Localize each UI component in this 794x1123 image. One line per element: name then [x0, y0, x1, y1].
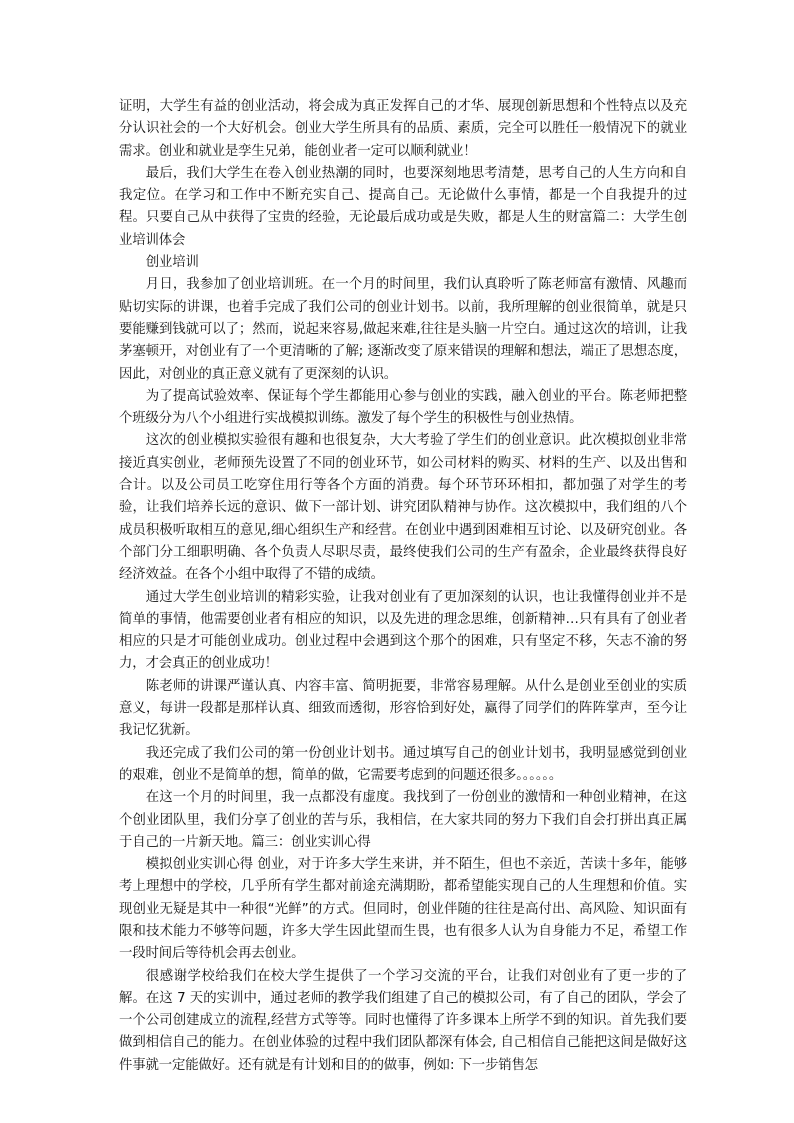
- paragraph-12: 很感谢学校给我们在校大学生提供了一个学习交流的平台，让我们对创业有了更一步的了解。在这 7 天的实训中，通过老师的教学我们组建了自己的模拟公司，有了自己的团队，学会了一个公司创建成立的流程,经营方式等等。同时也懂得了许多课本上所学不到的知识。首先我们要做到相信自己的能力。在创业体验的过程中我们团队都深有体会, 自己相信自己能把这间是做好这件事就一定能做好。还有就是有计划和目的的做事，例如: 下一步销售怎: [119, 968, 687, 1073]
- paragraph-6: 这次的创业模拟实验很有趣和也很复杂，大大考验了学生们的创业意识。此次模拟创业非常接近真实创业，老师预先设置了不同的创业环节，如公司材料的购买、材料的生产、以及出售和合计。以及公司员工吃穿住用行等各个方面的消费。每个环节环环相扣，都加强了对学生的考验，让我们培养长远的意识、做下一部计划、讲究团队精神与协作。这次模拟中，我们组的八个成员积极听取相互的意见,细心组织生产和经营。在创业中遇到困难相互讨论、以及研究创业。各个部门分工细职明确、各个负责人尽职尽责，最终使我们公司的生产有盈余，企业最终获得良好经济效益。在各个小组中取得了不错的成绩。: [119, 433, 687, 583]
- paragraph-11: 模拟创业实训心得 创业，对于许多大学生来讲，并不陌生，但也不亲近，苦读十多年，能够考上理想中的学校，几乎所有学生都对前途充满期盼，都希望能实现自己的人生理想和价值。实现创业无疑是其中一种很“光鲜”的方式。但同时，创业伴随的往往是高付出、高风险、知识面有限和技术能力不够等问题，许多大学生因此望而生畏，也有很多人认为自身能力不足，希望工作一段时间后等待机会再去创业。: [119, 857, 687, 962]
- paragraph-10: 在这一个月的时间里，我一点都没有虚度。我找到了一份创业的激情和一种创业精神，在这个创业团队里，我们分享了创业的苦与乐，我相信，在大家共同的努力下我们自会打拼出真正属于自己的一片新天地。篇三：创业实训心得: [119, 790, 687, 850]
- paragraph-7: 通过大学生创业培训的精彩实验，让我对创业有了更加深刻的认识，也让我懂得创业并不是简单的事情，他需要创业者有相应的知识，以及先进的理念思维，创新精神…只有具有了创业者相应的只是才可能创业成功。创业过程中会遇到这个那个的困难，只有坚定不移，矢志不渝的努力，才会真正的创业成功！: [119, 589, 687, 672]
- document-page: [119, 96, 687, 1077]
- paragraph-5: 为了提高试验效率、保证每个学生都能用心参与创业的实践，融入创业的平台。陈老师把整个班级分为八个小组进行实战模拟训练。激发了每个学生的积极性与创业热情。: [119, 388, 687, 427]
- paragraph-2: 最后，我们大学生在卷入创业热潮的同时，也要深刻地思考清楚，思考自己的人生方向和自我定位。在学习和工作中不断充实自己、提高自己。无论做什么事情，都是一个自我提升的过程。只要自己从中获得了宝贵的经验，无论最后成功或是失败，都是人生的财富篇二：大学生创业培训体会: [119, 165, 687, 248]
- paragraph-1: 证明，大学生有益的创业活动，将会成为真正发挥自己的才华、展现创新思想和个性特点以及充分认识社会的一个大好机会。创业大学生所具有的品质、素质，完全可以胜任一般情况下的就业需求。创业和就业是孪生兄弟，能创业者一定可以顺利就业！: [119, 99, 687, 159]
- section-heading-entrepreneurship-training: 创业培训: [145, 255, 199, 271]
- paragraph-9: 我还完成了我们公司的第一份创业计划书。通过填写自己的创业计划书，我明显感觉到创业的艰难，创业不是简单的想，简单的做，它需要考虑到的问题还很多。。。。。。: [119, 745, 687, 783]
- paragraph-8: 陈老师的讲课严谨认真、内容丰富、简明扼要，非常容易理解。从什么是创业至创业的实质意义，每讲一段都是那样认真、细致而透彻，形容恰到好处，赢得了同学们的阵阵掌声，至今让我记忆犹新。: [119, 678, 687, 739]
- paragraph-4: 月日，我参加了创业培训班。在一个月的时间里，我们认真聆听了陈老师富有激情、风趣而贴切实际的讲课，也着手完成了我们公司的创业计划书。以前，我所理解的创业很简单，就是只要能赚到钱就可以了；然而，说起来容易,做起来难,往往是头脑一片空白。通过这次的培训，让我茅塞顿开，对创业有了一个更清晰的了解; 逐渐改变了原来错误的理解和想法，端正了思想态度，因此，对创业的真正意义就有了更深刻的认识。: [119, 277, 687, 382]
